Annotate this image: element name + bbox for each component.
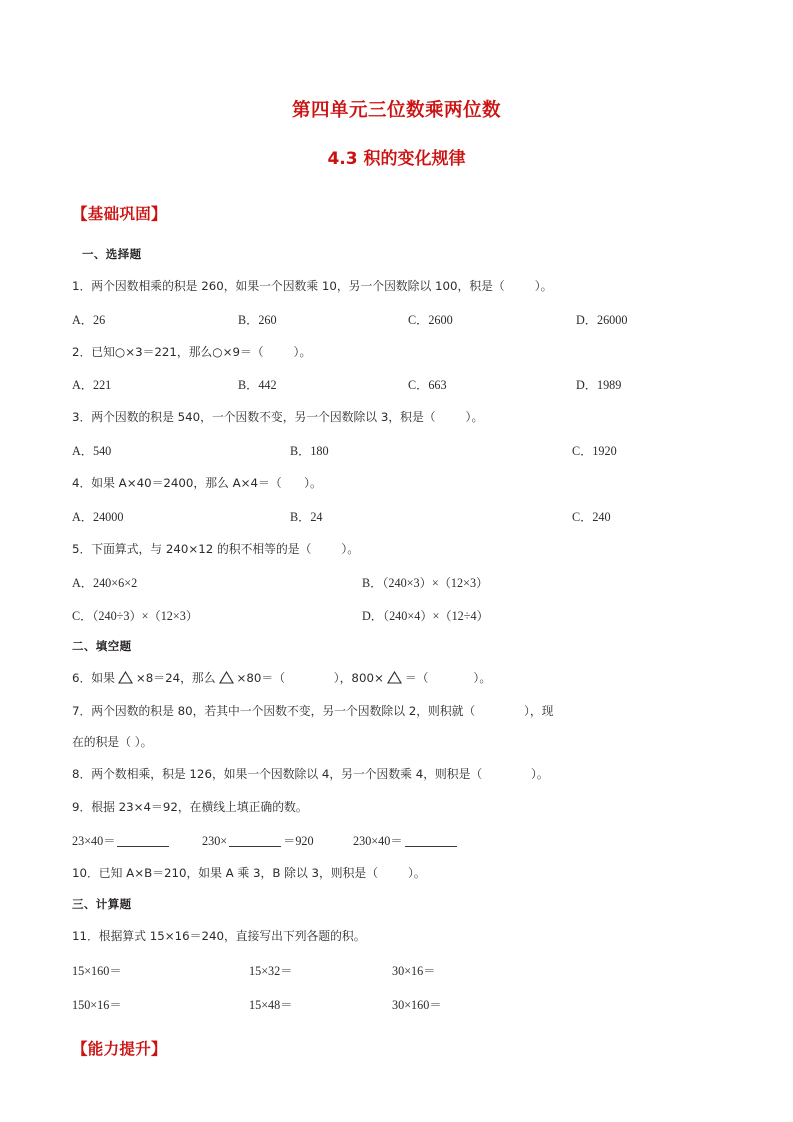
- blank-input-2[interactable]: [229, 835, 281, 847]
- option-c[interactable]: C．1920: [572, 444, 617, 459]
- question-7-line1: 7．两个因数的积是 80，若其中一个因数不变，另一个因数除以 2，则积就（ ），现: [72, 704, 554, 719]
- question-5-options-row2: [72, 591, 721, 624]
- blank-input-1[interactable]: [117, 835, 169, 847]
- question-9-blanks: [72, 816, 721, 849]
- option-a[interactable]: A．221: [72, 378, 112, 393]
- option-b[interactable]: B．（240×3）×（12×3）: [362, 576, 489, 591]
- calc-expression[interactable]: 15×32＝: [249, 963, 293, 978]
- question-6-mid2: ×80＝（ ），800×: [236, 671, 384, 686]
- option-d[interactable]: D．1989: [576, 378, 622, 393]
- fill-expression-3: [353, 832, 459, 849]
- option-b[interactable]: B．180: [290, 444, 329, 459]
- question-9-text: 9．根据 23×4＝92，在横线上填正确的数。: [72, 799, 308, 814]
- option-a[interactable]: A．540: [72, 444, 112, 459]
- question-3-options: [72, 426, 721, 459]
- triangle-icon: [118, 671, 133, 684]
- question-6-prefix: 6．如果: [72, 671, 115, 686]
- question-2-text: 2．已知○×3＝221，那么○×9＝（ ）。: [72, 344, 312, 359]
- option-a[interactable]: A．26: [72, 312, 106, 327]
- option-d[interactable]: D．（240×4）×（12÷4）: [362, 609, 489, 624]
- option-a[interactable]: A．240×6×2: [72, 576, 138, 591]
- question-10-text: 10．已知 A×B＝210，如果 A 乘 3，B 除以 3，则积是（ ）。: [72, 865, 426, 880]
- document-title: 第四单元三位数乘两位数: [291, 100, 501, 121]
- option-c[interactable]: C．663: [408, 378, 447, 393]
- option-c[interactable]: C．（240÷3）×（12×3）: [72, 609, 199, 624]
- option-b[interactable]: B．260: [238, 312, 277, 327]
- fill-expression-2: [202, 832, 353, 849]
- subheading-computation: 三、计算题: [72, 896, 132, 911]
- fill-expression-1: [72, 832, 202, 849]
- option-d[interactable]: D．26000: [576, 312, 628, 327]
- question-11-row-1: [72, 945, 721, 979]
- question-11-row-2: [72, 979, 721, 1013]
- question-2-options: [72, 360, 721, 393]
- calc-expression[interactable]: 15×48＝: [249, 997, 293, 1012]
- fill-label-2: 230×: [202, 833, 228, 848]
- calc-expression[interactable]: 15×160＝: [72, 963, 122, 978]
- option-c[interactable]: C．240: [572, 510, 611, 525]
- option-b[interactable]: B．24: [290, 510, 323, 525]
- question-6-mid1: ×8＝24，那么: [135, 671, 216, 686]
- fill-label-3: 230×40＝: [353, 833, 403, 848]
- question-8-text: 8．两个数相乘，积是 126，如果一个因数除以 4，另一个因数乘 4，则积是（ ）。: [72, 767, 549, 782]
- question-5-text: 5．下面算式，与 240×12 的积不相等的是（ ）。: [72, 542, 360, 557]
- option-b[interactable]: B．442: [238, 378, 277, 393]
- question-3-text: 3．两个因数的积是 540，一个因数不变，另一个因数除以 3，积是（ ）。: [72, 410, 484, 425]
- calc-expression[interactable]: 30×160＝: [392, 997, 442, 1012]
- option-a[interactable]: A．24000: [72, 510, 124, 525]
- question-4-text: 4．如果 A×40＝2400，那么 A×4＝（ ）。: [72, 476, 322, 491]
- option-c[interactable]: C．2600: [408, 312, 453, 327]
- document-subtitle: 4.3 积的变化规律: [327, 149, 466, 170]
- fill-label-1: 23×40＝: [72, 833, 116, 848]
- question-4-options: [72, 492, 721, 525]
- question-6-text: [72, 654, 721, 687]
- question-5-options-row1: [72, 558, 721, 591]
- question-1-text: 1．两个因数相乘的积是 260，如果一个因数乘 10，另一个因数除以 100，积是（ ）。: [72, 278, 553, 293]
- calc-expression[interactable]: 30×16＝: [392, 963, 436, 978]
- section-heading-advanced: 【能力提升】: [72, 1039, 167, 1058]
- triangle-icon: [219, 671, 234, 684]
- subheading-fill-in-blank: 二、填空题: [72, 639, 132, 654]
- question-11-text: 11．根据算式 15×16＝240，直接写出下列各题的积。: [72, 928, 366, 943]
- question-7-line2: 在的积是（ ）。: [72, 735, 153, 750]
- question-1-options: [72, 295, 721, 328]
- calc-expression[interactable]: 150×16＝: [72, 997, 122, 1012]
- fill-suffix-2: ＝920: [283, 833, 314, 848]
- subheading-multiple-choice: 一、选择题: [82, 246, 142, 261]
- section-heading-basic: 【基础巩固】: [72, 204, 167, 223]
- blank-input-3[interactable]: [405, 835, 457, 847]
- triangle-icon: [387, 671, 402, 684]
- question-6-suffix: ＝（ ）。: [404, 671, 492, 686]
